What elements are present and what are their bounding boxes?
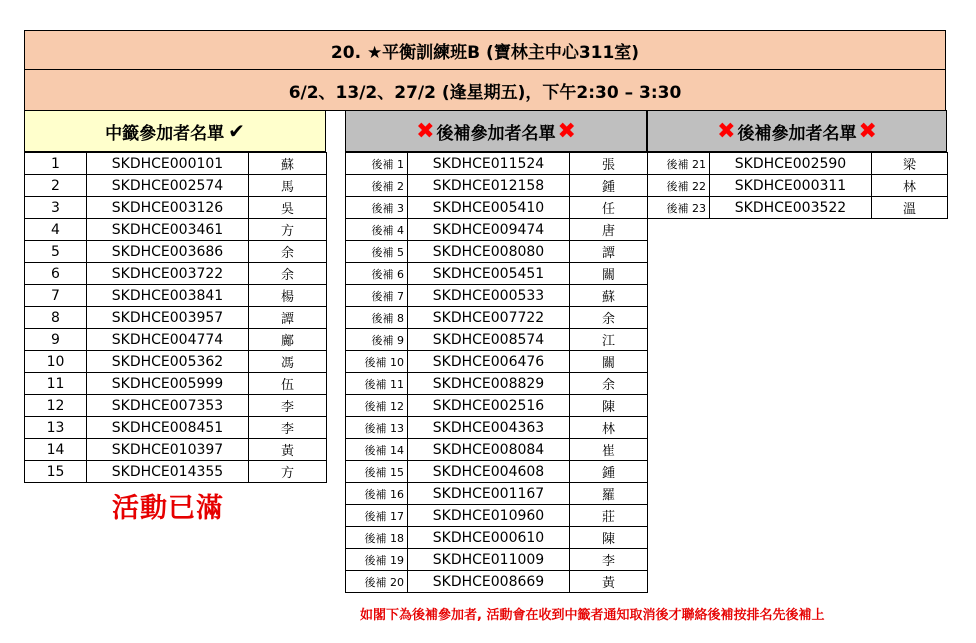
member-surname: 關: [570, 351, 648, 373]
member-surname: 崔: [570, 439, 648, 461]
table-row: [346, 395, 648, 417]
row-number: 8: [25, 307, 87, 329]
table-row: [346, 153, 648, 175]
member-id: SKDHCE008451: [87, 417, 249, 439]
row-number: 後補 5: [346, 241, 408, 263]
member-id: SKDHCE004608: [408, 461, 570, 483]
row-number: 後補 2: [346, 175, 408, 197]
class-full-label: 活動已滿: [112, 493, 224, 524]
waitlist-heading-text: 後補參加者名單: [436, 123, 556, 144]
member-surname: 李: [249, 417, 327, 439]
member-id: SKDHCE000610: [408, 527, 570, 549]
row-number: 9: [25, 329, 87, 351]
waitlist-heading-2: [647, 110, 947, 152]
table-row: [648, 175, 948, 197]
table-row: [346, 417, 648, 439]
row-number: 1: [25, 153, 87, 175]
row-number: 5: [25, 241, 87, 263]
member-id: SKDHCE003841: [87, 285, 249, 307]
table-row: [25, 307, 327, 329]
table-row: [346, 483, 648, 505]
member-id: SKDHCE007353: [87, 395, 249, 417]
member-surname: 方: [249, 461, 327, 483]
table-row: [346, 373, 648, 395]
table-row: [25, 395, 327, 417]
row-number: 後補 22: [648, 175, 710, 197]
member-id: SKDHCE000311: [710, 175, 872, 197]
row-number: 後補 6: [346, 263, 408, 285]
x-icon: ✖: [557, 118, 576, 144]
member-surname: 蘇: [570, 285, 648, 307]
member-id: SKDHCE009474: [408, 219, 570, 241]
member-id: SKDHCE003722: [87, 263, 249, 285]
x-icon: ✖: [858, 118, 877, 144]
table-row: [648, 153, 948, 175]
waitlist-heading-1: [345, 110, 647, 152]
row-number: 後補 1: [346, 153, 408, 175]
table-row: [648, 197, 948, 219]
waitlist-footer-note: 如閣下為後補參加者, 活動會在收到中籤者通知取消後才聯絡後補按排名先後補上: [360, 608, 825, 623]
class-title: 20. ★平衡訓練班B (寶林主中心311室): [24, 30, 946, 70]
table-row: [346, 351, 648, 373]
row-number: 後補 16: [346, 483, 408, 505]
row-number: 6: [25, 263, 87, 285]
member-id: SKDHCE005362: [87, 351, 249, 373]
member-surname: 莊: [570, 505, 648, 527]
table-row: [346, 307, 648, 329]
row-number: 後補 7: [346, 285, 408, 307]
row-number: 後補 21: [648, 153, 710, 175]
member-surname: 伍: [249, 373, 327, 395]
row-number: 7: [25, 285, 87, 307]
table-row: [25, 439, 327, 461]
row-number: 後補 14: [346, 439, 408, 461]
member-id: SKDHCE003686: [87, 241, 249, 263]
member-surname: 黃: [249, 439, 327, 461]
member-surname: 林: [872, 175, 948, 197]
row-number: 11: [25, 373, 87, 395]
member-id: SKDHCE008669: [408, 571, 570, 593]
table-row: [346, 505, 648, 527]
member-surname: 陳: [570, 395, 648, 417]
member-id: SKDHCE008080: [408, 241, 570, 263]
member-id: SKDHCE004363: [408, 417, 570, 439]
selected-list-heading: [24, 110, 326, 152]
table-row: [346, 197, 648, 219]
x-icon: ✖: [416, 118, 435, 144]
member-surname: 余: [249, 263, 327, 285]
table-row: [346, 527, 648, 549]
row-number: 後補 10: [346, 351, 408, 373]
member-id: SKDHCE010960: [408, 505, 570, 527]
row-number: 14: [25, 439, 87, 461]
member-id: SKDHCE005410: [408, 197, 570, 219]
member-surname: 羅: [570, 483, 648, 505]
member-id: SKDHCE005999: [87, 373, 249, 395]
member-surname: 黃: [570, 571, 648, 593]
row-number: 後補 13: [346, 417, 408, 439]
table-row: [25, 373, 327, 395]
member-surname: 楊: [249, 285, 327, 307]
row-number: 後補 20: [346, 571, 408, 593]
table-row: [25, 461, 327, 483]
member-id: SKDHCE005451: [408, 263, 570, 285]
member-id: SKDHCE002516: [408, 395, 570, 417]
member-surname: 鍾: [570, 461, 648, 483]
member-id: SKDHCE008574: [408, 329, 570, 351]
member-id: SKDHCE011524: [408, 153, 570, 175]
row-number: 2: [25, 175, 87, 197]
member-surname: 譚: [570, 241, 648, 263]
table-row: [25, 175, 327, 197]
member-surname: 蘇: [249, 153, 327, 175]
row-number: 10: [25, 351, 87, 373]
member-surname: 關: [570, 263, 648, 285]
member-id: SKDHCE002590: [710, 153, 872, 175]
row-number: 4: [25, 219, 87, 241]
table-row: [25, 241, 327, 263]
member-id: SKDHCE000101: [87, 153, 249, 175]
row-number: 後補 17: [346, 505, 408, 527]
table-row: [346, 241, 648, 263]
member-surname: 馮: [249, 351, 327, 373]
row-number: 後補 11: [346, 373, 408, 395]
table-row: [25, 153, 327, 175]
row-number: 13: [25, 417, 87, 439]
member-id: SKDHCE003126: [87, 197, 249, 219]
row-number: 15: [25, 461, 87, 483]
row-number: 後補 18: [346, 527, 408, 549]
waitlist-table-2: [647, 152, 948, 219]
member-id: SKDHCE006476: [408, 351, 570, 373]
member-id: SKDHCE010397: [87, 439, 249, 461]
selected-participants-table: [24, 152, 327, 483]
table-row: [25, 197, 327, 219]
member-surname: 江: [570, 329, 648, 351]
member-id: SKDHCE003461: [87, 219, 249, 241]
member-id: SKDHCE012158: [408, 175, 570, 197]
member-id: SKDHCE003522: [710, 197, 872, 219]
table-row: [25, 351, 327, 373]
member-surname: 梁: [872, 153, 948, 175]
member-surname: 馬: [249, 175, 327, 197]
row-number: 後補 19: [346, 549, 408, 571]
member-surname: 余: [249, 241, 327, 263]
member-surname: 林: [570, 417, 648, 439]
member-id: SKDHCE001167: [408, 483, 570, 505]
member-id: SKDHCE008084: [408, 439, 570, 461]
member-surname: 任: [570, 197, 648, 219]
member-surname: 張: [570, 153, 648, 175]
waitlist-table-1: [345, 152, 648, 593]
member-surname: 溫: [872, 197, 948, 219]
member-id: SKDHCE000533: [408, 285, 570, 307]
table-row: [25, 329, 327, 351]
row-number: 後補 23: [648, 197, 710, 219]
check-icon: ✔: [228, 119, 245, 143]
table-row: [25, 263, 327, 285]
x-icon: ✖: [717, 118, 736, 144]
table-row: [346, 461, 648, 483]
row-number: 後補 8: [346, 307, 408, 329]
member-surname: 唐: [570, 219, 648, 241]
waitlist-heading-text: 後補參加者名單: [737, 123, 857, 144]
row-number: 後補 15: [346, 461, 408, 483]
table-row: [346, 549, 648, 571]
row-number: 後補 12: [346, 395, 408, 417]
table-row: [346, 571, 648, 593]
selected-heading-text: 中籤參加者名單: [105, 123, 225, 144]
row-number: 後補 9: [346, 329, 408, 351]
member-surname: 李: [249, 395, 327, 417]
member-id: SKDHCE002574: [87, 175, 249, 197]
table-row: [25, 417, 327, 439]
class-schedule: 6/2、13/2、27/2 (逢星期五)，下午2:30 – 3:30: [24, 69, 946, 111]
member-id: SKDHCE003957: [87, 307, 249, 329]
table-row: [346, 439, 648, 461]
row-number: 12: [25, 395, 87, 417]
member-surname: 余: [570, 307, 648, 329]
member-surname: 方: [249, 219, 327, 241]
member-id: SKDHCE008829: [408, 373, 570, 395]
table-row: [346, 263, 648, 285]
member-id: SKDHCE007722: [408, 307, 570, 329]
member-surname: 譚: [249, 307, 327, 329]
table-row: [346, 219, 648, 241]
member-id: SKDHCE004774: [87, 329, 249, 351]
member-surname: 吳: [249, 197, 327, 219]
row-number: 後補 4: [346, 219, 408, 241]
table-row: [346, 329, 648, 351]
table-row: [25, 219, 327, 241]
member-id: SKDHCE014355: [87, 461, 249, 483]
member-surname: 李: [570, 549, 648, 571]
member-id: SKDHCE011009: [408, 549, 570, 571]
member-surname: 余: [570, 373, 648, 395]
member-surname: 鄺: [249, 329, 327, 351]
member-surname: 陳: [570, 527, 648, 549]
row-number: 後補 3: [346, 197, 408, 219]
table-row: [346, 285, 648, 307]
member-surname: 鍾: [570, 175, 648, 197]
table-row: [346, 175, 648, 197]
row-number: 3: [25, 197, 87, 219]
table-row: [25, 285, 327, 307]
